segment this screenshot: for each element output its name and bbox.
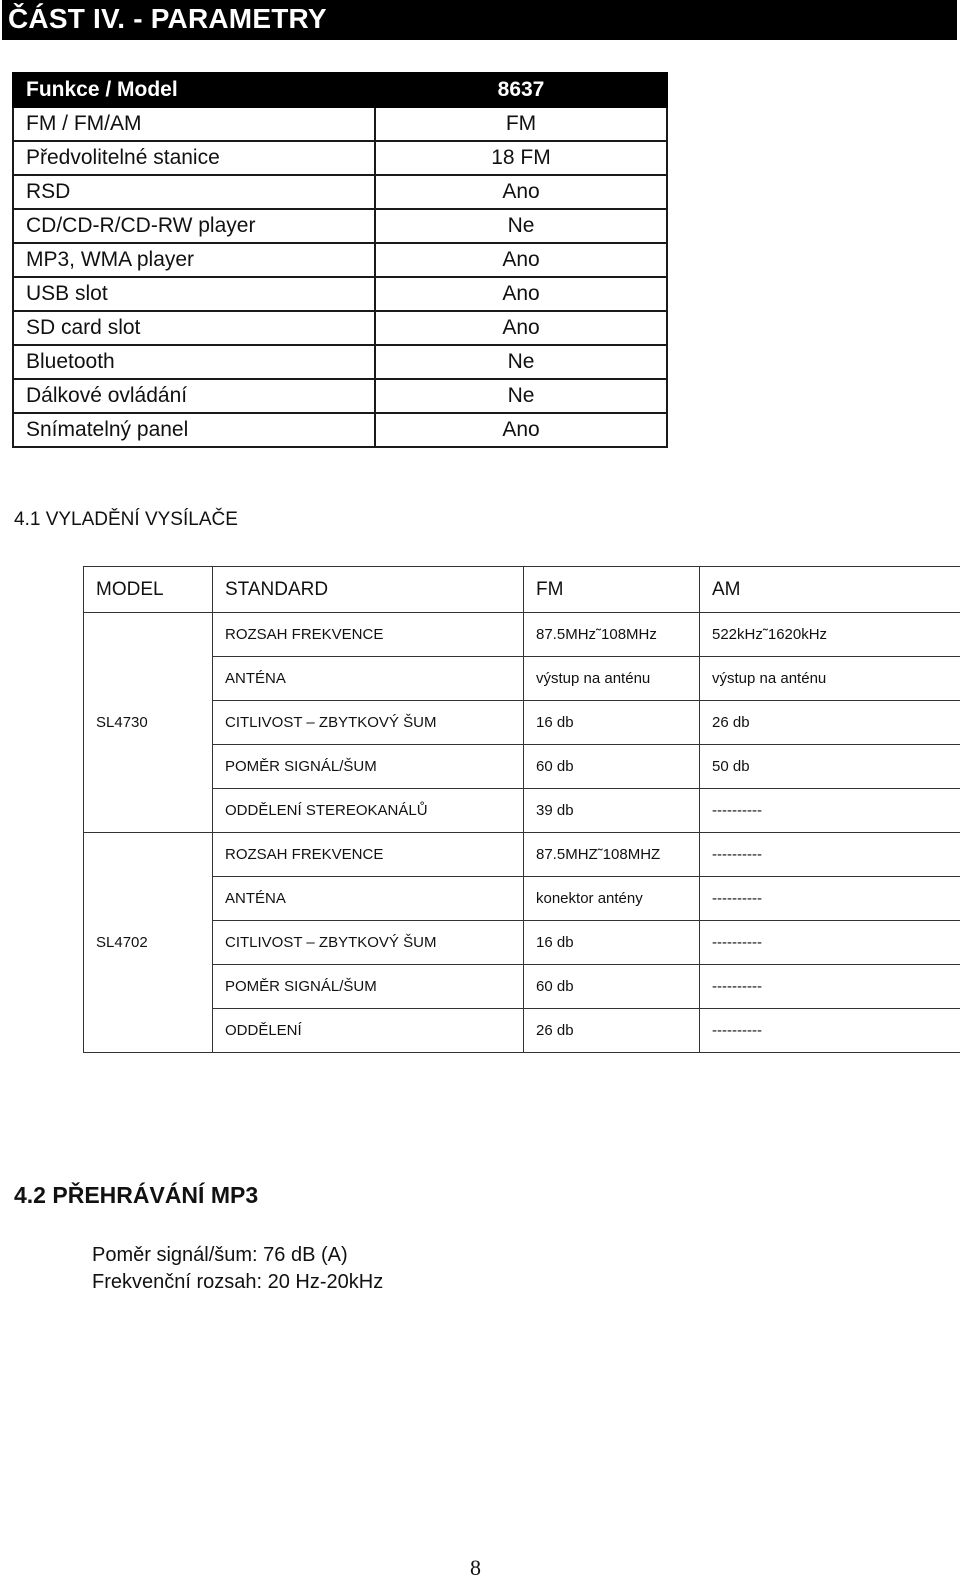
am-cell: výstup na anténu [700,657,960,701]
section-header-bar [2,0,957,40]
feature-cell: SD card slot [13,311,375,345]
feature-cell: MP3, WMA player [13,243,375,277]
standard-cell: ANTÉNA [213,877,524,921]
standard-cell: ANTÉNA [213,657,524,701]
fm-cell: 39 db [524,789,700,833]
spec-row [84,833,960,877]
section-4-1-title: 4.1 VYLADĚNÍ VYSÍLAČE [14,509,238,530]
feature-cell: FM / FM/AM [13,107,375,141]
fm-cell: 26 db [524,1009,700,1053]
model-cell: SL4730 [84,613,213,833]
model-cell: SL4702 [84,833,213,1053]
table-row [13,175,667,209]
standard-cell: POMĚR SIGNÁL/ŠUM [213,745,524,789]
fm-cell: 60 db [524,745,700,789]
value-cell: Ano [375,311,667,345]
spec-row [84,877,960,921]
value-cell: Ne [375,379,667,413]
feature-cell: RSD [13,175,375,209]
standard-cell: POMĚR SIGNÁL/ŠUM [213,965,524,1009]
feature-cell: Snímatelný panel [13,413,375,447]
spec-row [84,745,960,789]
table-row [13,141,667,175]
section-4-2-title: 4.2 PŘEHRÁVÁNÍ MP3 [14,1182,259,1208]
spec-header-cell: FM [524,567,700,613]
header-cell-feature: Funkce / Model [13,73,375,107]
value-cell: Ano [375,277,667,311]
value-cell: Ne [375,345,667,379]
section-title: ČÁST IV. - PARAMETRY [8,3,327,34]
spec-row [84,965,960,1009]
value-cell: Ano [375,413,667,447]
fm-cell: 87.5MHZ˜108MHZ [524,833,700,877]
table-row [13,209,667,243]
standard-cell: ROZSAH FREKVENCE [213,833,524,877]
am-cell: 50 db [700,745,960,789]
mp3-snr-line: Poměr signál/šum: 76 dB (A) [92,1244,348,1266]
spec-row [84,701,960,745]
fm-cell: výstup na anténu [524,657,700,701]
am-cell: ---------- [700,965,960,1009]
fm-cell: 87.5MHz˜108MHz [524,613,700,657]
standard-cell: ODDĚLENÍ [213,1009,524,1053]
value-cell: 18 FM [375,141,667,175]
standard-cell: CITLIVOST – ZBYTKOVÝ ŠUM [213,921,524,965]
value-cell: Ne [375,209,667,243]
am-cell: ---------- [700,789,960,833]
value-cell: Ano [375,175,667,209]
spec-row [84,1009,960,1053]
standard-cell: ROZSAH FREKVENCE [213,613,524,657]
spec-row [84,613,960,657]
model-features-table [12,72,668,448]
table-row [13,413,667,447]
table-row [13,107,667,141]
value-cell: FM [375,107,667,141]
standard-cell: ODDĚLENÍ STEREOKANÁLŮ [213,789,524,833]
feature-cell: CD/CD-R/CD-RW player [13,209,375,243]
spec-header-cell: AM [700,567,960,613]
fm-cell: 16 db [524,701,700,745]
mp3-freq-line: Frekvenční rozsah: 20 Hz-20kHz [92,1271,384,1293]
value-cell: Ano [375,243,667,277]
table-row [13,277,667,311]
table-row [13,345,667,379]
am-cell: 522kHz˜1620kHz [700,613,960,657]
spec-header-cell: MODEL [84,567,213,613]
am-cell: ---------- [700,1009,960,1053]
table-row [13,379,667,413]
am-cell: ---------- [700,877,960,921]
feature-cell: USB slot [13,277,375,311]
mp3-specs [92,1242,383,1296]
header-cell-model: 8637 [375,73,667,107]
table-row [13,311,667,345]
am-cell: 26 db [700,701,960,745]
spec-header-row [84,567,960,613]
spec-row [84,921,960,965]
tuner-specs-table [83,566,960,1053]
feature-cell: Předvolitelné stanice [13,141,375,175]
spec-row [84,789,960,833]
am-cell: ---------- [700,921,960,965]
fm-cell: 16 db [524,921,700,965]
fm-cell: 60 db [524,965,700,1009]
table-row [13,243,667,277]
standard-cell: CITLIVOST – ZBYTKOVÝ ŠUM [213,701,524,745]
am-cell: ---------- [700,833,960,877]
spec-row [84,657,960,701]
page-number: 8 [470,1555,481,1580]
spec-header-cell: STANDARD [213,567,524,613]
table-header-row [13,73,667,107]
feature-cell: Dálkové ovládání [13,379,375,413]
fm-cell: konektor antény [524,877,700,921]
feature-cell: Bluetooth [13,345,375,379]
